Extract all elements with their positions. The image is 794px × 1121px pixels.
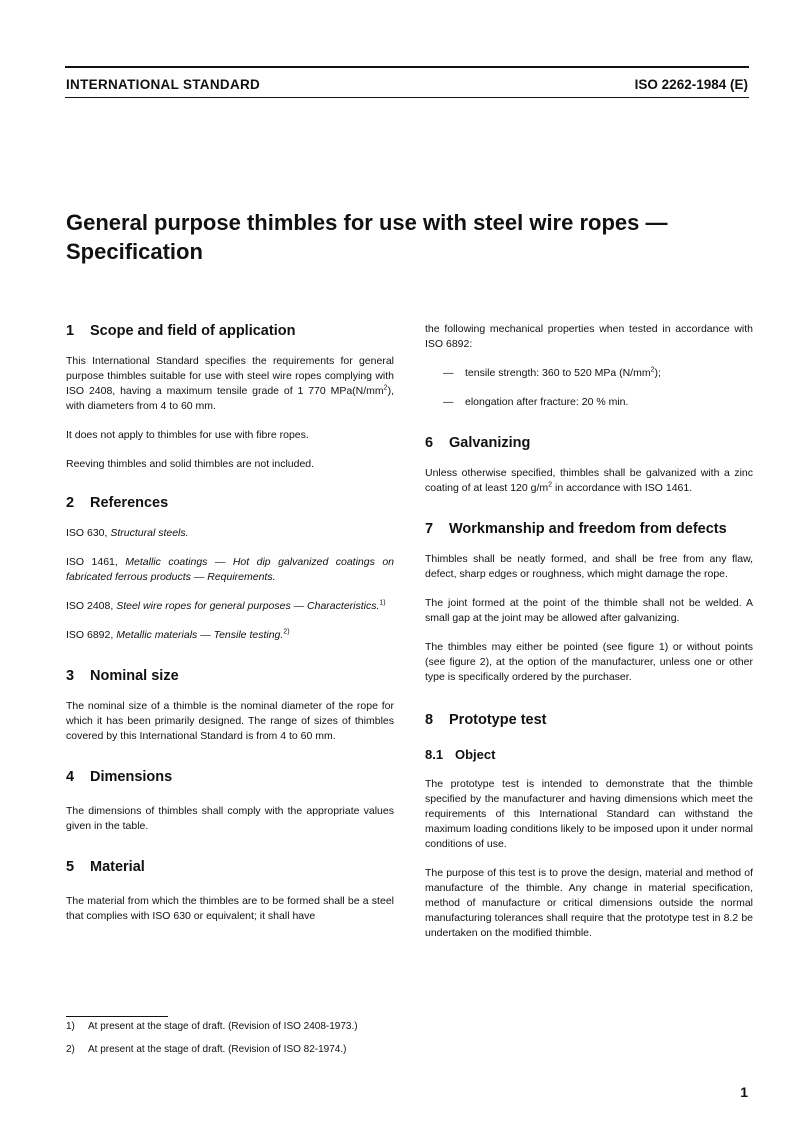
reference-title: Structural steels.: [110, 527, 189, 539]
paragraph: Thimbles shall be neatly formed, and shall be free from any flaw, defect, sharp edges or roughness, which might damage the rope.: [425, 553, 753, 580]
reference-item: [66, 555, 394, 585]
paragraph: Reeving thimbles and solid thimbles are not included.: [66, 458, 315, 470]
superscript: 2: [383, 384, 388, 392]
paragraph: The prototype test is intended to demonstrate that the thimble specified by the manufacturer and having dimensions which meet the requirements of this International Standard can withstand the maximum loading conditions likely to be imposed upon it under normal conditions of use.: [425, 778, 753, 850]
footnote-text: At present at the stage of draft. (Revision of ISO 2408-1973.): [88, 1021, 358, 1032]
section-title: Prototype test: [449, 712, 547, 728]
section-heading: [66, 768, 394, 786]
section-5: [66, 858, 394, 924]
dash: —: [443, 396, 454, 408]
section-heading: [66, 667, 394, 685]
paragraph: The dimensions of thimbles shall comply with the appropriate values given in the table.: [66, 805, 394, 832]
property-list: [425, 366, 753, 410]
section-number: 2: [66, 495, 75, 511]
section-number: 3: [66, 668, 75, 684]
section-number: 6: [425, 435, 434, 451]
reference-item: [66, 628, 394, 643]
footnotes: [66, 1020, 358, 1066]
section-number: 4: [66, 769, 75, 785]
footnote-number: 2): [66, 1044, 75, 1055]
section-1: [66, 322, 394, 472]
section-heading: [66, 494, 394, 512]
section-4: [66, 768, 394, 834]
dash: —: [443, 367, 454, 379]
list-item: [425, 366, 753, 381]
header-rule: [65, 97, 749, 98]
subsection-heading: [425, 747, 753, 763]
section-3: [66, 667, 394, 744]
footnote: [66, 1043, 358, 1056]
paragraph: It does not apply to thimbles for use with fibre ropes.: [66, 429, 309, 441]
text: This International Standard specifies the requirements for general purpose thimbles suitable for use with steel wire ropes complying with ISO 2408, having a maximum tensile grade of 1 770 MPa(N/mm: [66, 355, 394, 397]
paragraph: The material from which the thimbles are to be formed shall be a steel that complies with ISO 630 or equivalent; it shall have: [66, 895, 394, 922]
paragraph: [66, 354, 394, 414]
header-document-number: ISO 2262-1984 (E): [634, 77, 748, 92]
page-number: 1: [740, 1084, 748, 1100]
right-column: [425, 322, 753, 957]
reference-item: [66, 599, 394, 614]
section-6: [425, 434, 753, 496]
section-heading: [66, 322, 394, 340]
section-number: 1: [66, 323, 75, 339]
paragraph: The nominal size of a thimble is the nominal diameter of the rope for which it has been primarily designed. The range of sizes of thimbles covered by this International Standard is from 4 to 60 mm.: [66, 700, 394, 742]
text: tensile strength: 360 to 520 MPa (N/mm: [465, 367, 651, 379]
section-heading: [425, 711, 753, 729]
section-title: Material: [90, 859, 145, 875]
superscript: 2: [650, 366, 655, 374]
section-8: [425, 711, 753, 941]
header-standard-type: INTERNATIONAL STANDARD: [66, 77, 261, 92]
paragraph-continued: the following mechanical properties when tested in accordance with ISO 6892:: [425, 323, 753, 350]
section-title: Workmanship and freedom from defects: [449, 521, 727, 537]
section-number: 5: [66, 859, 75, 875]
footnote-marker: 2): [283, 628, 290, 636]
section-7: [425, 520, 753, 685]
section-number: 8: [425, 712, 434, 728]
superscript: 2: [548, 481, 553, 489]
reference-code: ISO 6892,: [66, 629, 117, 641]
section-heading: [66, 858, 394, 876]
section-title: Galvanizing: [449, 435, 531, 451]
footnote-marker: 1): [379, 599, 386, 607]
section-number: 7: [425, 521, 434, 537]
section-title: Dimensions: [90, 769, 173, 785]
reference-code: ISO 1461,: [66, 556, 126, 568]
reference-item: [66, 526, 394, 541]
footnote: [66, 1020, 358, 1033]
text: ), with diameters from 4 to 60 mm.: [66, 385, 394, 412]
text: in accordance with ISO 1461.: [552, 482, 693, 494]
text: );: [654, 367, 661, 379]
reference-title: Metallic coatings — Hot dip galvanized coatings on fabricated ferrous products — Requirements.: [66, 556, 394, 583]
top-rule: [65, 66, 749, 68]
section-heading: [425, 520, 753, 538]
paragraph: The joint formed at the point of the thimble shall not be welded. A small gap at the joint may be allowed after galvanizing.: [425, 597, 753, 624]
text: elongation after fracture: 20 % min.: [465, 396, 629, 408]
section-heading: [425, 434, 753, 452]
footnote-text: At present at the stage of draft. (Revision of ISO 82-1974.): [88, 1044, 347, 1055]
section-title: Scope and field of application: [90, 323, 296, 339]
reference-title: Steel wire ropes for general purposes — Characteristics.: [116, 600, 380, 612]
section-2: [66, 494, 394, 643]
text: Unless otherwise specified, thimbles shall be galvanized with a zinc coating of at least 120 g/m: [425, 467, 753, 494]
subsection-title: Object: [455, 747, 496, 762]
left-column: [66, 322, 394, 940]
paragraph: [425, 466, 753, 496]
list-item: [425, 395, 753, 410]
subsection-number: 8.1: [425, 747, 444, 762]
section-title: Nominal size: [90, 668, 179, 684]
paragraph: The purpose of this test is to prove the design, material and method of manufacture of the thimble. Any change in material specification, method of manufacture or critical dimensions outside the normal manufacturing tolerances shall require that the prototype test in 8.2 be undertaken on the modified thimble.: [425, 867, 753, 939]
document-title: General purpose thimbles for use with steel wire ropes — Specification: [66, 210, 668, 264]
reference-title: Metallic materials — Tensile testing.: [116, 629, 284, 641]
reference-code: ISO 630,: [66, 527, 111, 539]
footnote-number: 1): [66, 1021, 75, 1032]
paragraph: The thimbles may either be pointed (see figure 1) or without points (see figure 2), at the option of the manufacturer, unless one or other type is specifically ordered by the purchaser.: [425, 641, 753, 683]
reference-code: ISO 2408,: [66, 600, 117, 612]
footnote-rule: [66, 1016, 168, 1017]
section-title: References: [90, 495, 169, 511]
